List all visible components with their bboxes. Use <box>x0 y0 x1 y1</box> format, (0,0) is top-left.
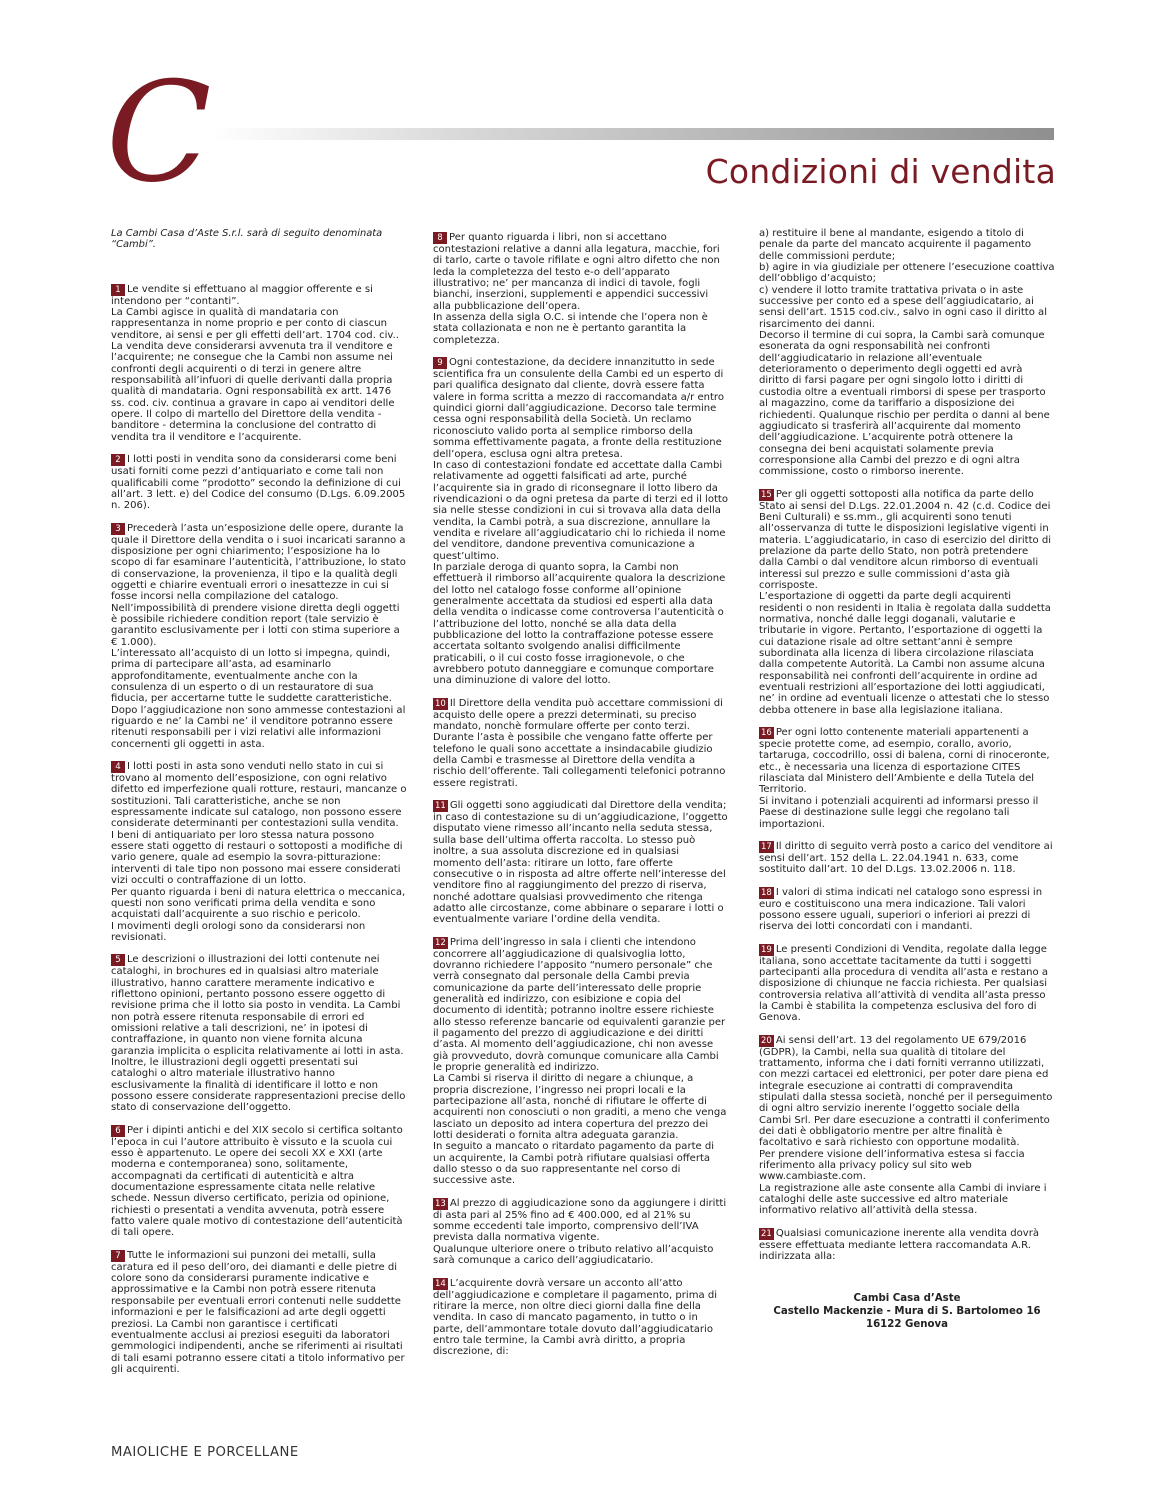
intro-text: La Cambi Casa d’Aste S.r.l. sarà di seguito denominata “Cambi”. <box>111 228 383 251</box>
section-1: 1 Le vendite si effettuano al maggior offerente e si intendono per “contanti”. La Cambi agisce in qualità di mandataria con rappresentanza in nome proprio e per conto di ciascun venditore, ai sensi e per gli effetti dell’art. 1704 cod. civ.. La vendita deve considerarsi avvenuta tra il venditore e l’acquirente; ne consegue che la Cambi non assume nei confronti degli acquirenti o di terzi in genere altre responsabilità all’infuori di quelle derivanti dalla propria qualità di mandataria. Ogni responsabilità ex artt. 1476 ss. cod. civ. continua a gravare in capo ai venditori delle opere. Il colpo di martello del Direttore della vendita - banditore - determina la conclusione del contratto di vendita tra il venditore e l’acquirente. <box>111 283 399 443</box>
section-17: 17 Il diritto di seguito verrà posto a carico del venditore ai sensi dell’art. 152 della L. 22.04.1941 n. 633, come sostituito dall’art. 10 del D.Lgs. 13.02.2006 n. 118. <box>759 840 1053 876</box>
section-number: 7 <box>111 1250 125 1262</box>
section-21: 21 Qualsiasi comunicazione inerente alla vendita dovrà essere effettuata mediante lettera raccomandata A.R. indirizzata alla: <box>759 1227 1039 1263</box>
section-number: 20 <box>761 1035 772 1046</box>
section-number: 13 <box>435 1198 446 1209</box>
section-number: 4 <box>111 761 125 773</box>
page-title: Condizioni di vendita <box>705 152 1056 191</box>
header-gradient-bar <box>212 128 1054 140</box>
footer-catalog-title: MAIOLICHE E PORCELLANE <box>111 1445 299 1460</box>
section-number: 2 <box>111 454 125 466</box>
section-16: 16 Per ogni lotto contenente materiali appartenenti a specie protette come, ad esempio, corallo, avorio, tartaruga, coccodrillo, ossi di balena, corni di rinoceronte, etc., è necessaria una licenza di esportazione CITES rilasciata dal Ministero dell’Ambiente e della Tutela del Territorio. Si invitano i potenziali acquirenti ad informarsi presso il Paese di destinazione sulle leggi che regolano tali importazioni. <box>759 727 1050 830</box>
section-number: 12 <box>435 937 446 948</box>
logo-letter: C <box>106 72 212 192</box>
section-9: 9 Ogni contestazione, da decidere innanzitutto in sede scientifica fra un consulente della Cambi ed un esperto di pari qualifica designato dal cliente, dovrà essere fatta valere in forma scritta a mezzo di raccomandata a/r entro quindici giorni dall’aggiudicazione. Decorso tale termine cessa ogni responsabilità della Società. Un reclamo riconosciuto valido porta al semplice rimborso della somma effettivamente pagata, a fronte della restituzione dell’opera, esclusa ogni altra pretesa. In caso di contestazioni fondate ed accettate dalla Cambi relativamente ad oggetti falsificati ad arte, purché l’acquirente sia in grado di riconsegnare il lotto libero da rivendicazioni o da ogni pretesa da parte di terzi ed il lotto sia nelle stesse condizioni in cui si trovava alla data della vendita, la Cambi potrà, a sua discrezione, annullare la vendita e rivelare all’aggiudicatario chi lo richieda il nome del venditore, dandone preventiva comunicazione a quest’ultimo. In parziale deroga di quanto sopra, la Cambi non effettuerà il rimborso all’acquirente qualora la descrizione del lotto nel catalogo fosse conforme all’opinione generalmente accettata da studiosi ed esperti alla data della vendita o indicasse come controversa l’autenticità o l’attribuzione del lotto, nonché se alla data della pubblicazione del lotto la contraffazione potesse essere accertata soltanto svolgendo analisi difficilmente praticabili, o il cui costo fosse irragionevole, o che avrebbero potuto danneggiare e comunque comportare una diminuzione di valore del lotto. <box>433 357 729 687</box>
section-number: 16 <box>761 728 772 739</box>
section-3: 3 Precederà l’asta un’esposizione delle opere, durante la quale il Direttore della vendita o i suoi incaricati saranno a disposizione per ogni chiarimento; l’esposizione ha lo scopo di far esaminare l’autenticità, l’attribuzione, lo stato di conservazione, la provenienza, il tipo e la qualità degli oggetti e chiarire eventuali errori o inesattezze in cui si fosse incorsi nella compilazione del catalogo. Nell’impossibilità di prendere visione diretta degli oggetti è possibile richiedere condition report (tale servizio è garantito esclusivamente per i lotti con stima superiore a € 1.000). L’interessato all’acquisto di un lotto si impegna, quindi, prima di partecipare all’asta, ad esaminarlo approfonditamente, eventualmente anche con la consulenza di un esperto o di un restauratore di sua fiducia, per accertarne tutte le suddette caratteristiche. Dopo l’aggiudicazione non sono ammesse contestazioni al riguardo e ne’ la Cambi ne’ il venditore potranno essere ritenuti responsabili per i vizi relativi alle informazioni concernenti gli oggetti in asta. <box>111 522 406 750</box>
address-name: Cambi Casa d’Aste <box>853 1293 961 1305</box>
section-number: 21 <box>761 1228 772 1239</box>
section-5: 5 Le descrizioni o illustrazioni dei lotti contenute nei cataloghi, in brochures ed in qualsiasi altro materiale illustrativo, hanno carattere meramente indicativo e riflettono opinioni, pertanto possono essere oggetto di revisione prima che il lotto sia posto in vendita. La Cambi non potrà essere ritenuta responsabile di errori ed omissioni relative a tali descrizioni, ne’ in ipotesi di contraffazione, in quanto non viene fornita alcuna garanzia implicita o esplicita relativamente ai lotti in asta. Inoltre, le illustrazioni degli oggetti presentati sui cataloghi o altro materiale illustrativo hanno esclusivamente la finalità di identificare il lotto e non possono essere considerate rappresentazioni precise dello stato di conservazione dell’oggetto. <box>111 954 406 1114</box>
section-6: 6 Per i dipinti antichi e del XIX secolo si certifica soltanto l’epoca in cui l’autore attribuito è vissuto e la scuola cui esso è appartenuto. Le opere dei secoli XX e XXI (arte moderna e contemporanea) sono, solitamente, accompagnati da certificati di autenticità e altra documentazione espressamente citata nelle relative schede. Nessun diverso certificato, perizia od opinione, richiesti o presentati a vendita avvenuta, potrà essere fatto valere quale motivo di contestazione dell’autenticità di tali opere. <box>111 1124 403 1239</box>
section-11: 11 Gli oggetti sono aggiudicati dal Direttore della vendita; in caso di contestazione su di un’aggiudicazione, l’oggetto disputato viene rimesso all’incanto nella seduta stessa, sulla base dell’ultima offerta raccolta. Lo stesso può inoltre, a sua assoluta discrezione ed in qualsiasi momento dell’asta: ritirare un lotto, fare offerte consecutive o in risposta ad altre offerte nell’interesse del venditore fino al raggiungimento del prezzo di riserva, nonché adottare qualsiasi provvedimento che ritenga adatto alle circostanze, come abbinare o separare i lotti o eventualmente variare l’ordine della vendita. <box>433 800 728 926</box>
section-number: 1 <box>111 284 125 296</box>
section-number: 14 <box>435 1278 446 1289</box>
section-2: 2 I lotti posti in vendita sono da considerarsi come beni usati forniti come pezzi d’antiquariato e come tali non qualificabili come “prodotto” secondo la definizione di cui all’art. 3 lett. e) del Codice del consumo (D.Lgs. 6.09.2005 n. 206). <box>111 454 406 512</box>
section-number: 9 <box>433 357 447 369</box>
section-number: 8 <box>433 232 447 244</box>
section-19: 19 Le presenti Condizioni di Vendita, regolate dalla legge italiana, sono accettate tacitamente da tutti i soggetti partecipanti alla procedura di vendita all’asta e restano a disposizione di chiunque ne faccia richiesta. Per qualsiasi controversia relativa all’attività di vendita all’asta presso la Cambi è stabilita la competenza esclusiva del foro di Genova. <box>759 943 1048 1024</box>
section-number: 6 <box>111 1125 125 1137</box>
column-3 <box>759 228 1055 1331</box>
section-number: 19 <box>761 944 772 955</box>
address-city: 16122 Genova <box>865 1319 949 1331</box>
section-15: 15 Per gli oggetti sottoposti alla notifica da parte dello Stato ai sensi del D.Lgs. 22.01.2004 n. 42 (c.d. Codice dei Beni Culturali) e ss.mm., gli acquirenti sono tenuti all’osservanza di tutte le disposizioni legislative vigenti in materia. L’aggiudicatario, in caso di esercizio del diritto di prelazione da parte dello Stato, non potrà pretendere dalla Cambi o dal venditore alcun rimborso di eventuali interessi sul prezzo e sulle commissioni d’asta già corrisposte. L’esportazione di oggetti da parte degli acquirenti residenti o non residenti in Italia è regolata dalla suddetta normativa, nonché dalle leggi doganali, valutarie e tributarie in vigore. Pertanto, l’esportazione di oggetti la cui datazione risale ad oltre settant’anni è sempre subordinata alla licenza di libera circolazione rilasciata dalla competente Autorità. La Cambi non assume alcuna responsabilità nei confronti dell’acquirente in ordine ad eventuali restrizioni all’esportazione dei lotti aggiudicati, ne’ in ordine ad eventuali licenze o attestati che lo stesso debba ottenere in base alla legislazione italiana. <box>759 488 1052 716</box>
column-2 <box>433 232 729 1369</box>
section-number: 17 <box>761 841 772 852</box>
section-4: 4 I lotti posti in asta sono venduti nello stato in cui si trovano al momento dell’esposizione, con ogni relativo difetto ed imperfezione quali rotture, restauri, mancanze o sostituzioni. Tali caratteristiche, anche se non espressamente indicate sul catalogo, non possono essere considerate determinanti per contestazioni sulla vendita. I beni di antiquariato per loro stessa natura possono essere stati oggetto di restauri o sottoposti a modifiche di vario genere, quale ad esempio la sovra-pitturazione: interventi di tale tipo non possono mai essere considerati vizi occulti o contraffazione di un lotto. Per quanto riguarda i beni di natura elettrica o meccanica, questi non sono verificati prima della vendita e sono acquistati dall’acquirente a suo rischio e pericolo. I movimenti degli orologi sono da considerarsi non revisionati. <box>111 761 407 943</box>
section-14-start: 14 L’acquirente dovrà versare un acconto all’atto dell’aggiudicazione e completare il pagamento, prima di ritirare la merce, non oltre dieci giorni dalla fine della vendita. In caso di mancato pagamento, in tutto o in parte, dell’ammontare totale dovuto dall’aggiudicatario entro tale termine, la Cambi avrà diritto, a propria discrezione, di: <box>433 1277 718 1358</box>
section-number: 5 <box>111 954 125 966</box>
section-number: 10 <box>435 698 446 709</box>
address-block <box>759 1292 1055 1331</box>
section-number: 3 <box>111 523 125 535</box>
section-8: 8 Per quanto riguarda i libri, non si accettano contestazioni relative a danni alla legatura, macchie, fori di tarlo, carte o tavole rifilate e ogni altro difetto che non leda la completezza del testo e-o dell’apparato illustrativo; ne’ per mancanza di indici di tavole, fogli bianchi, inserzioni, supplementi e appendici successivi alla pubblicazione dell’opera. In assenza della sigla O.C. si intende che l’opera non è stata collazionata e non ne è pertanto garantita la completezza. <box>433 232 720 346</box>
section-number: 11 <box>435 801 446 812</box>
section-number: 18 <box>761 887 772 898</box>
section-13: 13 Al prezzo di aggiudicazione sono da aggiungere i diritti di asta pari al 25% fino ad € 400.000, ed al 21% su somme eccedenti tale importo, comprensivo dell’IVA prevista dalla normativa vigente. Qualunque ulteriore onere o tributo relativo all’acquisto sarà comunque a carico dell’aggiudicatario. <box>433 1197 727 1267</box>
section-number: 15 <box>761 489 772 500</box>
section-18: 18 I valori di stima indicati nel catalogo sono espressi in euro e costituiscono una mera indicazione. Tali valori possono essere uguali, superiori o inferiori ai prezzi di riserva dei lotti concordati con i mandanti. <box>759 886 1043 933</box>
address-street: Castello Mackenzie - Mura di S. Bartolomeo 16 <box>773 1306 1041 1318</box>
column-1 <box>111 228 407 1386</box>
section-12: 12 Prima dell’ingresso in sala i clienti che intendono concorrere all’aggiudicazione di qualsivoglia lotto, dovranno richiedere l’apposito “numero personale” che verrà consegnato dal personale della Cambi previa comunicazione da parte dell’interessato delle proprie generalità ed indirizzo, con esibizione e copia del documento di identità; potranno inoltre essere richieste allo stesso referenze bancarie od equivalenti garanzie per il pagamento del prezzo di aggiudicazione e dei diritti d’asta. Al momento dell’aggiudicazione, chi non avesse già provveduto, dovrà comunque comunicare alla Cambi le proprie generalità ed indirizzo. La Cambi si riserva il diritto di negare a chiunque, a propria discrezione, l’ingresso nei propri locali e la partecipazione all’asta, nonché di rifiutare le offerte di acquirenti non conosciuti o non graditi, a meno che venga lasciato un deposito ad intera copertura del prezzo dei lotti desiderati o fornita altra adeguata garanzia. In seguito a mancato o ritardato pagamento da parte di un acquirente, la Cambi potrà rifiutare qualsiasi offerta dallo stesso o da suo rappresentante nel corso di successive aste. <box>433 936 727 1187</box>
section-10: 10 Il Direttore della vendita può accettare commissioni di acquisto delle opere a prezzi determinati, su preciso mandato, nonchè formulare offerte per conto terzi. Durante l’asta è possibile che vengano fatte offerte per telefono le quali sono accettate a insindacabile giudizio della Cambi e trasmesse al Direttore della vendita a rischio dell’offerente. Tali collegamenti telefonici potranno essere registrati. <box>433 697 726 789</box>
section-7: 7 Tutte le informazioni sui punzoni dei metalli, sulla caratura ed il peso dell’oro, dei diamanti e delle pietre di colore sono da considerarsi puramente indicative e approssimative e la Cambi non potrà essere ritenuta responsabile per eventuali errori contenuti nelle suddette informazioni e per le falsificazioni ad arte degli oggetti preziosi. La Cambi non garantisce i certificati eventualmente acclusi ai preziosi eseguiti da laboratori gemmologici indipendenti, anche se riferimenti ai risultati di tali esami potranno essere citati a titolo informativo per gli acquirenti. <box>111 1249 405 1375</box>
section-20: 20 Ai sensi dell’art. 13 del regolamento UE 679/2016 (GDPR), la Cambi, nella sua qualità di titolare del trattamento, informa che i dati forniti verranno utilizzati, con mezzi cartacei ed elettronici, per poter dare piena ed integrale esecuzione ai contratti di compravendita stipulati dalla stessa società, nonché per il perseguimento di ogni altro servizio inerente l’oggetto sociale della Cambi Srl. Per dare esecuzione a contratti il conferimento dei dati è obbligatorio mentre per altre finalità è facoltativo e sarà richiesto con opportune modalità. Per prendere visione dell’informativa estesa si faccia riferimento alla privacy policy sul sito web www.cambiaste.com. La registrazione alle aste consente alla Cambi di inviare i cataloghi delle aste successive ed altro materiale informativo relativo all’attività della stessa. <box>759 1034 1053 1217</box>
section-14-continued: a) restituire il bene al mandante, esigendo a titolo di penale da parte del mancato acquirente il pagamento delle commissioni perdute; b) agire in via giudiziale per ottenere l’esecuzione coattiva dell’obbligo d’acquisto; c) vendere il lotto tramite trattativa privata o in aste successive per conto ed a spese dell’aggiudicatario, ai sensi dell’art. 1515 cod.civ., salvo in ogni caso il diritto al risarcimento dei danni. Decorso il termine di cui sopra, la Cambi sarà comunque esonerata da ogni responsabilità nei confronti dell’aggiudicatario in relazione all’eventuale deterioramento o deperimento degli oggetti ed avrà diritto di farsi pagare per ogni singolo lotto i diritti di custodia oltre a eventuali rimborsi di spese per trasporto al magazzino, come da tariffario a disposizione dei richiedenti. Qualunque rischio per perdita o danni al bene aggiudicato si trasferirà all’acquirente dal momento dell’aggiudicazione. L’acquirente potrà ottenere la consegna dei beni acquistati solamente previa corresponsione alla Cambi del prezzo e di ogni altra commissione, costo o rimborso inerente. <box>759 228 1055 478</box>
